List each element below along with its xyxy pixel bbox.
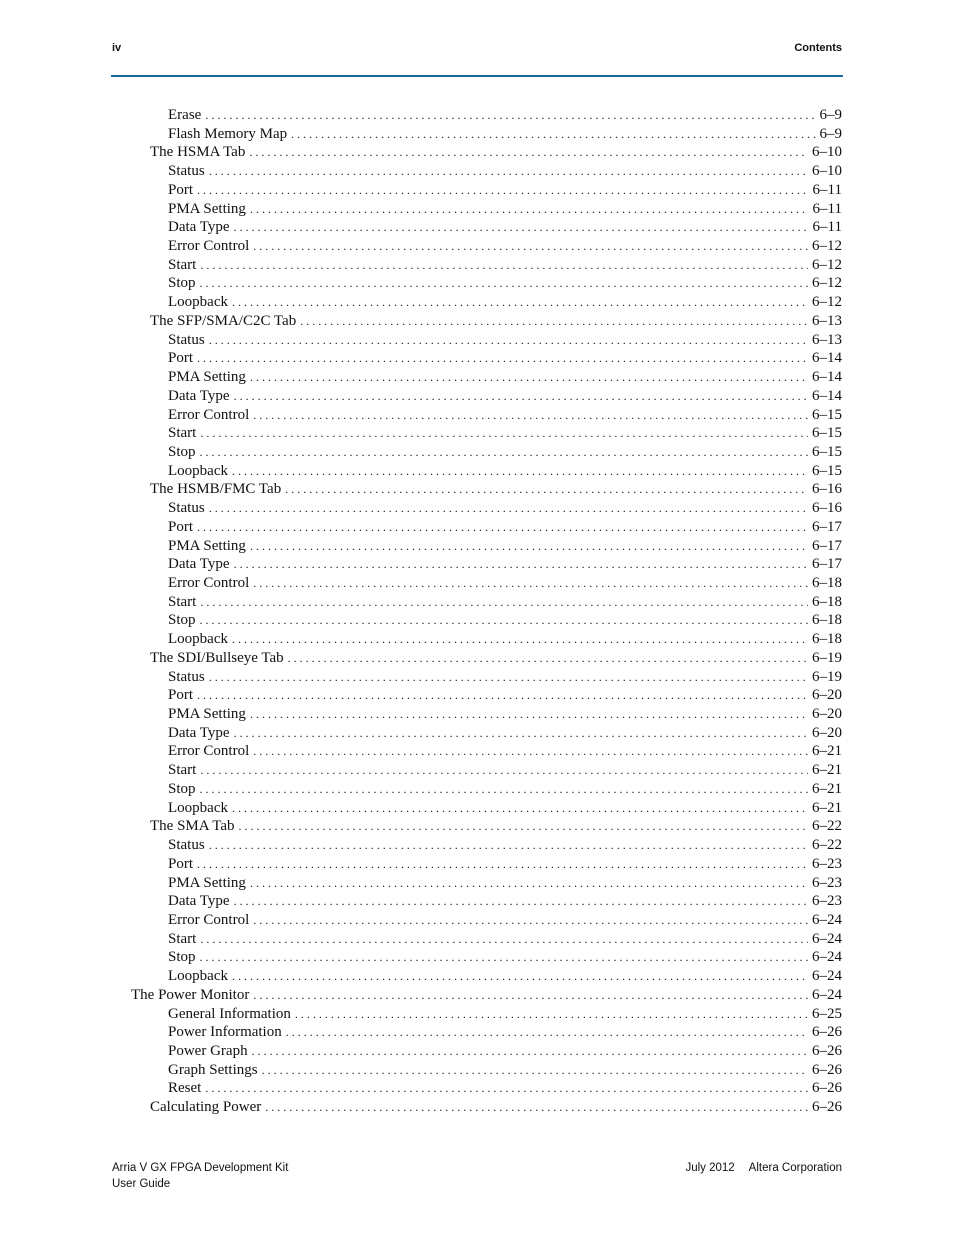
toc-entry-title: Reset xyxy=(168,1080,202,1097)
toc-entry-page: 6–24 xyxy=(812,968,842,985)
toc-entry-page: 6–26 xyxy=(812,1080,842,1097)
toc-entry-title: Start xyxy=(168,593,197,610)
toc-entry[interactable] xyxy=(168,706,842,725)
toc-dot-leader xyxy=(200,763,808,778)
toc-dot-leader xyxy=(209,333,808,348)
toc-entry-page: 6–25 xyxy=(812,1005,842,1022)
toc-entry-title: Error Control xyxy=(168,575,250,591)
toc-entry[interactable] xyxy=(168,332,842,351)
toc-entry-title: PMA Setting xyxy=(168,537,246,554)
toc-entry[interactable] xyxy=(168,743,842,762)
toc-entry-title: Port xyxy=(168,350,194,367)
toc-entry-page: 6–19 xyxy=(812,668,842,685)
toc-entry[interactable] xyxy=(150,1099,842,1118)
toc-dot-leader xyxy=(253,988,808,1003)
toc-dot-leader xyxy=(250,202,809,217)
toc-dot-leader xyxy=(286,1025,808,1040)
toc-entry[interactable] xyxy=(168,182,842,201)
toc-entry-page: 6–9 xyxy=(819,107,842,123)
toc-entry-title: Status xyxy=(168,668,205,685)
toc-entry-title: Status xyxy=(168,500,205,517)
toc-entry[interactable] xyxy=(168,388,842,407)
toc-entry[interactable] xyxy=(150,313,842,332)
toc-entry-page: 6–23 xyxy=(812,893,842,910)
toc-dot-leader xyxy=(200,276,808,291)
toc-entry-title: Status xyxy=(168,837,205,854)
toc-entry[interactable] xyxy=(150,818,842,837)
toc-dot-leader xyxy=(234,220,809,235)
toc-entry-title: The SDI/Bullseye Tab xyxy=(150,649,284,666)
footer-right xyxy=(685,1160,842,1176)
toc-dot-leader xyxy=(205,108,815,123)
toc-dot-leader xyxy=(200,932,808,947)
toc-entry-title: Error Control xyxy=(168,743,250,760)
toc-entry-page: 6–12 xyxy=(812,238,842,255)
toc-entry-page: 6–18 xyxy=(812,593,842,610)
toc-dot-leader xyxy=(234,726,808,741)
toc-entry[interactable] xyxy=(168,538,842,557)
toc-entry-page: 6–23 xyxy=(812,855,842,872)
toc-entry[interactable] xyxy=(168,275,842,294)
toc-entry[interactable] xyxy=(168,1080,842,1099)
section-title: Contents xyxy=(794,42,842,54)
toc-entry-page: 6–15 xyxy=(812,462,842,479)
toc-entry-title: Data Type xyxy=(168,893,230,910)
toc-entry-title: Flash Memory Map xyxy=(168,125,288,142)
toc-dot-leader xyxy=(197,857,808,872)
toc-dot-leader xyxy=(265,1100,808,1115)
toc-dot-leader xyxy=(209,501,808,516)
toc-entry-page: 6–16 xyxy=(812,481,842,498)
toc-entry[interactable] xyxy=(168,444,842,463)
toc-entry-title: Loopback xyxy=(168,462,228,479)
toc-entry[interactable] xyxy=(168,875,842,894)
toc-entry-title: Status xyxy=(168,331,205,348)
toc-entry-page: 6–26 xyxy=(812,1061,842,1078)
toc-entry-page: 6–13 xyxy=(812,331,842,348)
toc-entry-page: 6–15 xyxy=(812,443,842,460)
toc-dot-leader xyxy=(250,370,808,385)
toc-entry-page: 6–26 xyxy=(812,1043,842,1059)
toc-entry-title: Stop xyxy=(168,780,196,797)
toc-entry[interactable] xyxy=(150,144,842,163)
toc-entry-title: The SMA Tab xyxy=(150,818,235,835)
toc-entry[interactable] xyxy=(168,762,842,781)
toc-entry-page: 6–13 xyxy=(812,312,842,329)
toc-dot-leader xyxy=(253,408,808,423)
toc-dot-leader xyxy=(253,576,808,591)
toc-entry-page: 6–24 xyxy=(812,986,842,1003)
toc-entry[interactable] xyxy=(168,126,842,145)
toc-entry-page: 6–24 xyxy=(812,949,842,966)
toc-entry[interactable] xyxy=(168,163,842,182)
toc-entry[interactable] xyxy=(168,837,842,856)
toc-dot-leader xyxy=(200,782,808,797)
footer-doc-subtitle: User Guide xyxy=(112,1178,171,1190)
toc-entry-title: Error Control xyxy=(168,406,250,423)
toc-entry[interactable] xyxy=(131,987,842,1006)
toc-entry-title: Power Graph xyxy=(168,1043,248,1059)
toc-dot-leader xyxy=(200,613,808,628)
toc-entry-title: Start xyxy=(168,930,197,947)
toc-entry[interactable] xyxy=(168,107,842,126)
toc-entry-page: 6–17 xyxy=(812,518,842,535)
toc-entry[interactable] xyxy=(168,1062,842,1081)
toc-entry-title: Data Type xyxy=(168,556,230,573)
footer-doc-title: Arria V GX FPGA Development Kit xyxy=(112,1162,289,1174)
toc-dot-leader xyxy=(232,464,808,479)
toc-entry[interactable] xyxy=(168,350,842,369)
toc-entry-page: 6–23 xyxy=(812,874,842,891)
toc-entry-title: The SFP/SMA/C2C Tab xyxy=(150,312,297,329)
toc-entry-title: Start xyxy=(168,256,197,273)
toc-entry-title: Loopback xyxy=(168,294,228,311)
toc-dot-leader xyxy=(200,445,808,460)
toc-entry[interactable] xyxy=(168,725,842,744)
toc-dot-leader xyxy=(234,389,808,404)
toc-dot-leader xyxy=(234,894,808,909)
toc-entry[interactable] xyxy=(168,912,842,931)
toc-entry[interactable] xyxy=(168,425,842,444)
toc-entry-page: 6–21 xyxy=(812,799,842,816)
toc-entry-page: 6–11 xyxy=(812,181,842,198)
toc-dot-leader xyxy=(200,595,808,610)
toc-entry-page: 6–20 xyxy=(812,724,842,741)
toc-entry-page: 6–14 xyxy=(812,350,842,367)
toc-entry[interactable] xyxy=(168,631,842,650)
toc-entry-page: 6–20 xyxy=(812,706,842,723)
toc-dot-leader xyxy=(205,1081,808,1096)
toc-entry-page: 6–15 xyxy=(812,406,842,423)
toc-entry-page: 6–24 xyxy=(812,930,842,947)
toc-entry[interactable] xyxy=(168,931,842,950)
toc-entry-title: Stop xyxy=(168,275,196,292)
toc-entry-title: Error Control xyxy=(168,911,250,928)
toc-dot-leader xyxy=(253,744,808,759)
toc-entry-page: 6–18 xyxy=(812,575,842,591)
toc-entry-title: Loopback xyxy=(168,968,228,985)
toc-dot-leader xyxy=(288,651,808,666)
toc-dot-leader xyxy=(295,1007,808,1022)
toc-entry-title: Erase xyxy=(168,107,202,123)
toc-entry-page: 6–26 xyxy=(812,1099,842,1116)
toc-entry[interactable] xyxy=(168,556,842,575)
toc-entry-page: 6–20 xyxy=(812,687,842,704)
toc-entry[interactable] xyxy=(168,238,842,257)
toc-entry[interactable] xyxy=(168,594,842,613)
toc-entry-title: Stop xyxy=(168,612,196,629)
toc-dot-leader xyxy=(253,913,808,928)
toc-entry-page: 6–10 xyxy=(812,163,842,180)
toc-dot-leader xyxy=(250,707,808,722)
toc-entry-page: 6–22 xyxy=(812,837,842,854)
toc-entry[interactable] xyxy=(168,687,842,706)
toc-entry[interactable] xyxy=(168,519,842,538)
toc-entry[interactable] xyxy=(168,856,842,875)
toc-entry-page: 6–18 xyxy=(812,631,842,648)
toc-entry-title: Status xyxy=(168,163,205,180)
toc-entry-title: Start xyxy=(168,762,197,779)
toc-entry-page: 6–17 xyxy=(812,556,842,573)
toc-dot-leader xyxy=(232,801,808,816)
toc-dot-leader xyxy=(232,295,808,310)
toc-entry-title: Port xyxy=(168,518,194,535)
toc-entry-page: 6–26 xyxy=(812,1024,842,1041)
toc-entry-title: General Information xyxy=(168,1005,291,1022)
toc-dot-leader xyxy=(253,239,808,254)
toc-entry-title: Port xyxy=(168,181,194,198)
toc-dot-leader xyxy=(250,539,808,554)
toc-entry-page: 6–11 xyxy=(812,200,842,217)
toc-entry-title: Power Information xyxy=(168,1024,282,1041)
toc-entry-page: 6–11 xyxy=(812,219,842,236)
toc-entry[interactable] xyxy=(168,781,842,800)
toc-entry-title: Loopback xyxy=(168,799,228,816)
toc-entry-page: 6–21 xyxy=(812,780,842,797)
toc-dot-leader xyxy=(239,819,808,834)
toc-entry-title: Graph Settings xyxy=(168,1061,258,1078)
toc-entry[interactable] xyxy=(168,219,842,238)
toc-entry[interactable] xyxy=(168,1024,842,1043)
toc-entry-page: 6–12 xyxy=(812,275,842,292)
toc-entry-page: 6–14 xyxy=(812,369,842,386)
toc-entry-title: Loopback xyxy=(168,631,228,648)
toc-entry-title: Data Type xyxy=(168,219,230,236)
toc-entry-title: PMA Setting xyxy=(168,200,246,217)
page-number: iv xyxy=(112,42,122,54)
toc-dot-leader xyxy=(209,670,808,685)
toc-entry-page: 6–15 xyxy=(812,425,842,442)
toc-entry-page: 6–22 xyxy=(812,818,842,835)
toc-entry[interactable] xyxy=(168,1043,842,1062)
toc-dot-leader xyxy=(249,145,808,160)
toc-dot-leader xyxy=(200,426,808,441)
toc-entry-page: 6–10 xyxy=(812,144,842,161)
toc-dot-leader xyxy=(291,127,815,142)
toc-entry-page: 6–21 xyxy=(812,743,842,760)
toc-dot-leader xyxy=(200,258,808,273)
toc-entry[interactable] xyxy=(168,949,842,968)
footer-date: July 2012 xyxy=(685,1162,735,1174)
toc-dot-leader xyxy=(209,838,808,853)
toc-dot-leader xyxy=(252,1044,808,1059)
toc-dot-leader xyxy=(209,164,808,179)
toc-entry[interactable] xyxy=(168,612,842,631)
footer-left xyxy=(112,1160,288,1192)
toc-dot-leader xyxy=(285,482,808,497)
toc-entry[interactable] xyxy=(150,481,842,500)
toc-entry-title: Port xyxy=(168,855,194,872)
header-rule xyxy=(111,75,843,77)
toc-entry-page: 6–19 xyxy=(812,649,842,666)
toc-entry[interactable] xyxy=(168,369,842,388)
toc-entry[interactable] xyxy=(168,257,842,276)
toc-entry-title: Port xyxy=(168,687,194,704)
toc-entry[interactable] xyxy=(168,669,842,688)
toc-entry-page: 6–17 xyxy=(812,537,842,554)
toc-entry-title: Error Control xyxy=(168,238,250,255)
toc-entry-page: 6–18 xyxy=(812,612,842,629)
toc-entry-page: 6–16 xyxy=(812,500,842,517)
toc-entry[interactable] xyxy=(168,800,842,819)
toc-entry-page: 6–24 xyxy=(812,911,842,928)
toc-entry-title: The Power Monitor xyxy=(131,986,250,1003)
toc-entry[interactable] xyxy=(168,1006,842,1025)
toc-dot-leader xyxy=(262,1063,808,1078)
toc-dot-leader xyxy=(232,632,808,647)
toc-dot-leader xyxy=(232,969,808,984)
toc-entry[interactable] xyxy=(168,575,842,594)
toc-entry[interactable] xyxy=(168,500,842,519)
toc-dot-leader xyxy=(250,876,808,891)
toc-entry[interactable] xyxy=(168,968,842,987)
toc-entry[interactable] xyxy=(168,294,842,313)
toc-entry-title: PMA Setting xyxy=(168,706,246,723)
toc-dot-leader xyxy=(200,950,808,965)
toc-entry-page: 6–9 xyxy=(819,125,842,142)
toc-entry[interactable] xyxy=(168,201,842,220)
toc-entry-title: PMA Setting xyxy=(168,369,246,386)
footer-company: Altera Corporation xyxy=(748,1162,842,1174)
toc-dot-leader xyxy=(197,183,809,198)
toc-dot-leader xyxy=(197,351,808,366)
toc-dot-leader xyxy=(197,688,808,703)
toc-entry-page: 6–21 xyxy=(812,762,842,779)
toc-entry-page: 6–12 xyxy=(812,294,842,311)
toc-entry-title: The HSMB/FMC Tab xyxy=(150,481,282,498)
toc-entry-title: Data Type xyxy=(168,724,230,741)
toc-entry[interactable] xyxy=(150,650,842,669)
toc-entry-page: 6–14 xyxy=(812,387,842,404)
toc-dot-leader xyxy=(300,314,808,329)
toc-entry[interactable] xyxy=(168,407,842,426)
toc-entry-title: Stop xyxy=(168,949,196,966)
toc-entry[interactable] xyxy=(168,893,842,912)
toc-entry-title: The HSMA Tab xyxy=(150,144,246,161)
toc-entry-title: Start xyxy=(168,425,197,442)
toc-dot-leader xyxy=(197,520,808,535)
toc-entry-page: 6–12 xyxy=(812,256,842,273)
toc-entry-title: Calculating Power xyxy=(150,1099,262,1116)
toc-dot-leader xyxy=(234,557,808,572)
toc-entry-title: PMA Setting xyxy=(168,874,246,891)
toc-entry[interactable] xyxy=(168,463,842,482)
toc-entry-title: Stop xyxy=(168,443,196,460)
toc-entry-title: Data Type xyxy=(168,387,230,404)
